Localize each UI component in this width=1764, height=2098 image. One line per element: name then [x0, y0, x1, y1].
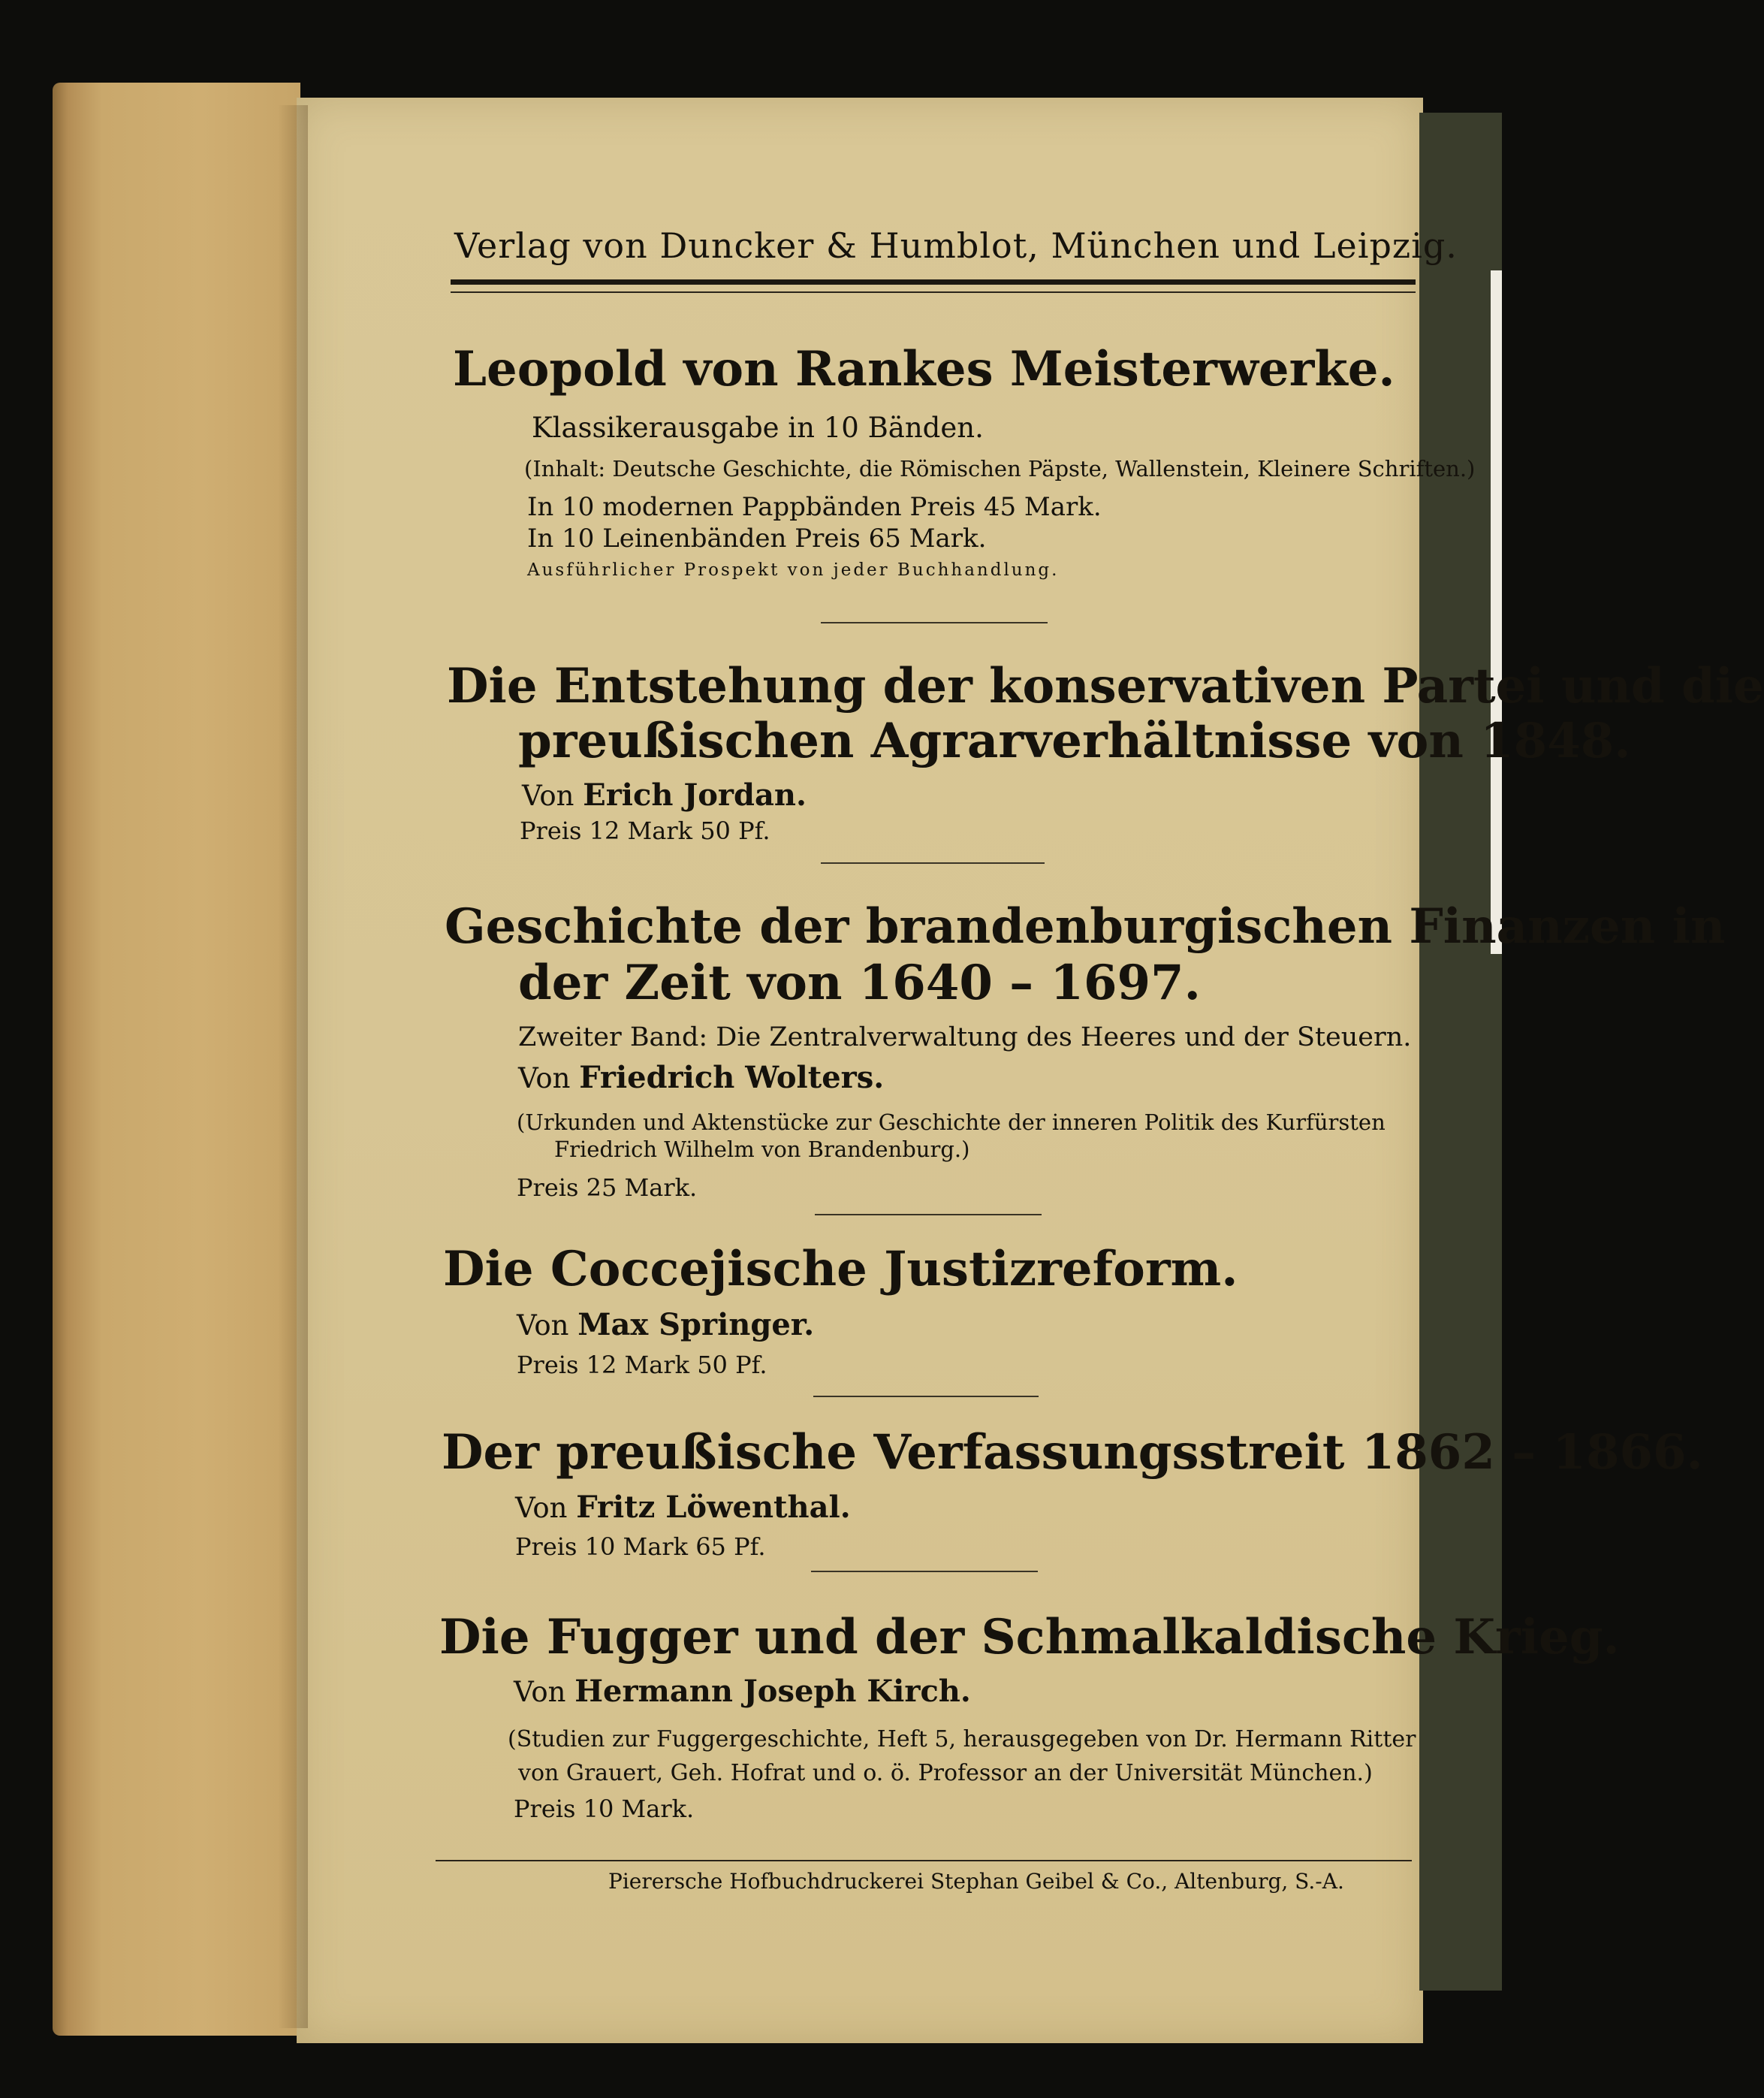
book-edge: [53, 83, 300, 2036]
entry-title: Leopold von Rankes Meisterwerke.: [453, 341, 1395, 397]
entry-price: Preis 12 Mark 50 Pf.: [520, 817, 770, 845]
header-rule-thin: [451, 291, 1416, 293]
entry-title: Die Coccejische Justizreform.: [443, 1241, 1238, 1297]
author-name: Friedrich Wolters.: [579, 1060, 885, 1095]
author-name: Max Springer.: [577, 1307, 815, 1342]
author-prefix: Von: [515, 1492, 568, 1524]
paper-strip: [1491, 270, 1502, 954]
entry-title: der Zeit von 1640 – 1697.: [518, 955, 1201, 1011]
spine-shadow: [278, 105, 308, 2028]
entry-price: Preis 12 Mark 50 Pf.: [517, 1351, 767, 1379]
separator-rule: [815, 1214, 1042, 1215]
author-name: Erich Jordan.: [583, 777, 807, 813]
author-prefix: Von: [514, 1676, 566, 1708]
book-cover-board: [1419, 113, 1502, 1991]
entry-price: In 10 modernen Pappbänden Preis 45 Mark.: [527, 492, 1102, 522]
entry-title: preußischen Agrarverhältnisse von 1848.: [518, 713, 1631, 769]
author-name: Fritz Löwenthal.: [576, 1490, 851, 1525]
entry-title: Geschichte der brandenburgischen Finanzen in: [445, 898, 1726, 955]
entry-author-line: [515, 1490, 851, 1525]
publisher-header: Verlag von Duncker & Humblot, München und Leipzig.: [454, 225, 1458, 266]
entry-price: Preis 10 Mark.: [514, 1795, 695, 1823]
entry-price: Preis 10 Mark 65 Pf.: [515, 1532, 766, 1561]
entry-subtitle: Klassikerausgabe in 10 Bänden.: [532, 412, 984, 444]
printer-imprint: Pierersche Hofbuchdruckerei Stephan Geibel & Co., Altenburg, S.-A.: [608, 1869, 1344, 1894]
entry-prospekt-note: Ausführlicher Prospekt von jeder Buchhandlung.: [527, 560, 1060, 580]
author-prefix: Von: [517, 1309, 569, 1342]
entry-volume: Zweiter Band: Die Zentralverwaltung des Heeres und der Steuern.: [518, 1022, 1412, 1052]
entry-title: Die Fugger und der Schmalkaldische Krieg.: [439, 1609, 1620, 1665]
author-prefix: Von: [522, 780, 574, 812]
entry-title: Der preußische Verfassungsstreit 1862 – 1866.: [442, 1424, 1703, 1481]
separator-rule: [813, 1396, 1039, 1397]
separator-rule: [811, 1571, 1038, 1572]
separator-rule: [821, 622, 1048, 623]
author-name: Hermann Joseph Kirch.: [574, 1674, 971, 1709]
entry-author-line: [514, 1674, 971, 1709]
entry-price: In 10 Leinenbänden Preis 65 Mark.: [527, 524, 987, 554]
entry-author-line: [522, 777, 807, 813]
footer-rule: [436, 1860, 1412, 1861]
entry-note: Friedrich Wilhelm von Brandenburg.): [554, 1137, 970, 1162]
entry-note: von Grauert, Geh. Hofrat und o. ö. Professor an der Universität München.): [518, 1760, 1373, 1786]
entry-contents: (Inhalt: Deutsche Geschichte, die Römischen Päpste, Wallenstein, Kleinere Schriften.): [524, 456, 1476, 481]
entry-title: Die Entstehung der konservativen Partei und die: [447, 658, 1764, 714]
header-rule-thick: [451, 279, 1416, 285]
author-prefix: Von: [518, 1062, 571, 1094]
separator-rule: [821, 862, 1045, 864]
entry-author-line: [518, 1060, 884, 1095]
entry-price: Preis 25 Mark.: [517, 1173, 698, 1202]
entry-note: (Urkunden und Aktenstücke zur Geschichte der inneren Politik des Kurfürsten: [517, 1109, 1386, 1135]
entry-note: (Studien zur Fuggergeschichte, Heft 5, herausgegeben von Dr. Hermann Ritter: [508, 1726, 1416, 1752]
entry-author-line: [517, 1307, 814, 1342]
